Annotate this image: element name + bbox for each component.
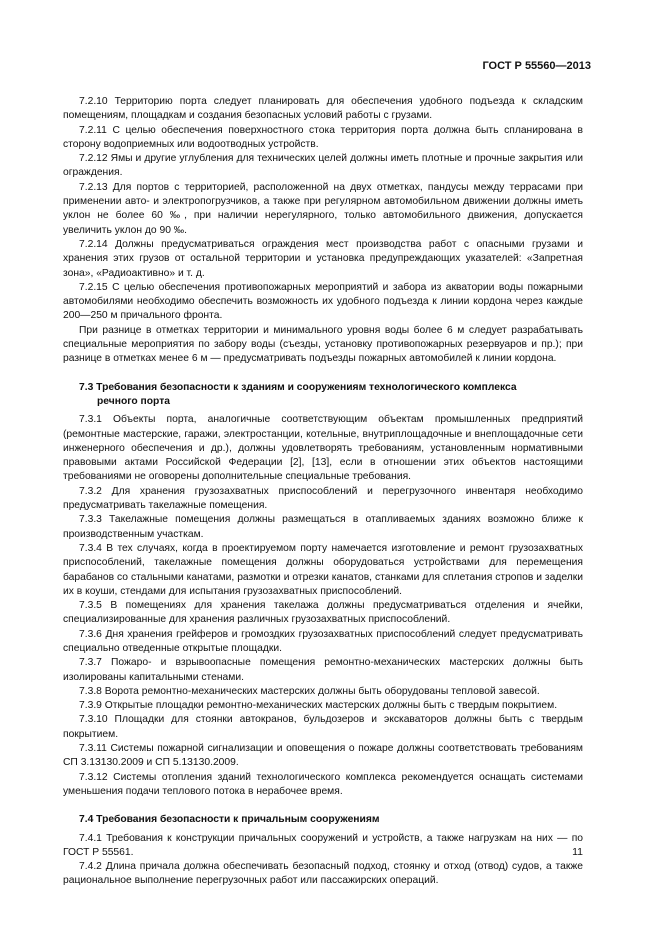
paragraph: 7.2.15 С целью обеспечения противопожарных мероприятий и забора из акватории воды пожарными автомобилями необходимо обеспечить возможность их удобного подъезда к линии кордона через каждые 200—250 м причального фронта. — [63, 281, 583, 322]
paragraph: 7.3.6 Дня хранения грейферов и громоздких грузозахватных приспособлений следует предусматривать специально отведенные открытые площадки. — [63, 628, 583, 654]
paragraph: 7.3.4 В тех случаях, когда в проектируемом порту намечается изготовление и ремонт грузозахватных приспособлений, такелажные помещения должны оборудоваться устройствами для перемещения барабанов со стальными канатами, размотки и отрезки канатов, станками для сплетания стропов и заделки их в коуши, стендами для испытания грузозахватных приспособлений. — [63, 542, 583, 597]
paragraph: 7.2.11 С целью обеспечения поверхностного стока территория порта должна быть спланирована в сторону водоприемных или водоотводных устройств. — [63, 124, 583, 150]
paragraph: 7.3.7 Пожаро- и взрывоопасные помещения ремонтно-механических мастерских должны быть изолированы капитальными стенами. — [63, 657, 583, 683]
document-id: ГОСТ Р 55560—2013 — [482, 60, 591, 72]
paragraph: 7.3.8 Ворота ремонтно-механических мастерских должны быть оборудованы тепловой завесой. — [79, 685, 540, 697]
paragraph: 7.4.2 Длина причала должна обеспечивать безопасный подход, стоянку и отход (отвод) судов, а также рациональное выполнение перегрузочных работ или пассажирских операций. — [63, 861, 583, 887]
page-number: 11 — [572, 846, 583, 858]
paragraph: При разнице в отметках территории и минимального уровня воды более 6 м следует разрабатывать специальные мероприятия по забору воды (съезды, установку противопожарных резервуаров и пр.); при разнице в отметках менее 6 м — предусматривать подъезды пожарных автомобилей к линии кордона. — [63, 324, 583, 365]
section-7-2-continued — [63, 95, 583, 367]
paragraph: 7.3.11 Системы пожарной сигнализации и оповещения о пожаре должны соответствовать требованиям СП 3.13130.2009 и СП 5.13130.2009. — [63, 743, 583, 769]
paragraph: 7.3.3 Такелажные помещения должны размещаться в отапливаемых зданиях возможно ближе к производственным участкам. — [63, 514, 583, 540]
heading-line: речного порта — [97, 395, 170, 407]
paragraph: 7.2.12 Ямы и другие углубления для технических целей должны иметь плотные и прочные закрытия или ограждения. — [63, 153, 583, 179]
document-body — [63, 95, 583, 889]
paragraph: 7.2.10 Территорию порта следует планировать для обеспечения удобного подъезда к складским помещениям, площадкам и создания безопасных условий работы с грузами. — [63, 96, 583, 122]
paragraph: 7.3.2 Для хранения грузозахватных приспособлений и перегрузочного инвентаря необходимо предусматривать такелажные помещения. — [63, 485, 583, 512]
section-7-3-body — [63, 413, 583, 799]
paragraph: 7.3.9 Открытые площадки ремонтно-механических мастерских должны быть с твердым покрытием. — [79, 700, 558, 712]
paragraph: 7.3.1 Объекты порта, аналогичные соответствующим объектам промышленных предприятий (ремонтные мастерские, гаражи, электростанции, котельные, внутриплощадочные и внеплощадочные сети инженерного обеспечения и др.), должны удовлетворять требованиям, установленным нормативными правовыми актами Российской Федерации [2], [13], если в отношении этих объектов настоящими требованиями не оговорены дополнительные специальные требования. — [63, 414, 583, 483]
paragraph: 7.3.10 Площадки для стоянки автокранов, бульдозеров и экскаваторов должны быть с твердым покрытием. — [63, 714, 583, 740]
heading-line: 7.3 Требования безопасности к зданиям и сооружениям технологического комплекса — [79, 381, 517, 393]
paragraph: 7.2.14 Должны предусматриваться ограждения мест производства работ с опасными грузами и хранения этих грузов от остальной территории и установка предупреждающих указателей: «Запретная зона», «Радиоактивно» и т. д. — [63, 238, 583, 279]
section-7-3-heading — [63, 381, 583, 410]
paragraph: 7.3.12 Системы отопления зданий технологического комплекса рекомендуется оснащать системами уменьшения подачи теплового потока в нерабочее время. — [63, 771, 583, 797]
paragraph: 7.2.13 Для портов с территорией, расположенной на двух отметках, пандусы между террасами при применении авто- и электропогрузчиков, а также при регулярном автомобильном движении должны иметь уклон не более 60 ‰, при наличии нерегулярного, только автомобильного движения, допускается увеличить уклон до 90 ‰. — [63, 181, 583, 236]
paragraph: 7.3.5 В помещениях для хранения такелажа должны предусматриваться отделения и ячейки, специализированные для хранения различных грузозахватных приспособлений. — [63, 600, 583, 626]
paragraph: 7.4.1 Требования к конструкции причальных сооружений и устройств, а также нагрузкам на них — по ГОСТ Р 55561. — [63, 832, 583, 858]
section-7-4-heading: 7.4 Требования безопасности к причальным сооружениям — [79, 814, 380, 826]
section-7-4-body — [63, 832, 583, 889]
